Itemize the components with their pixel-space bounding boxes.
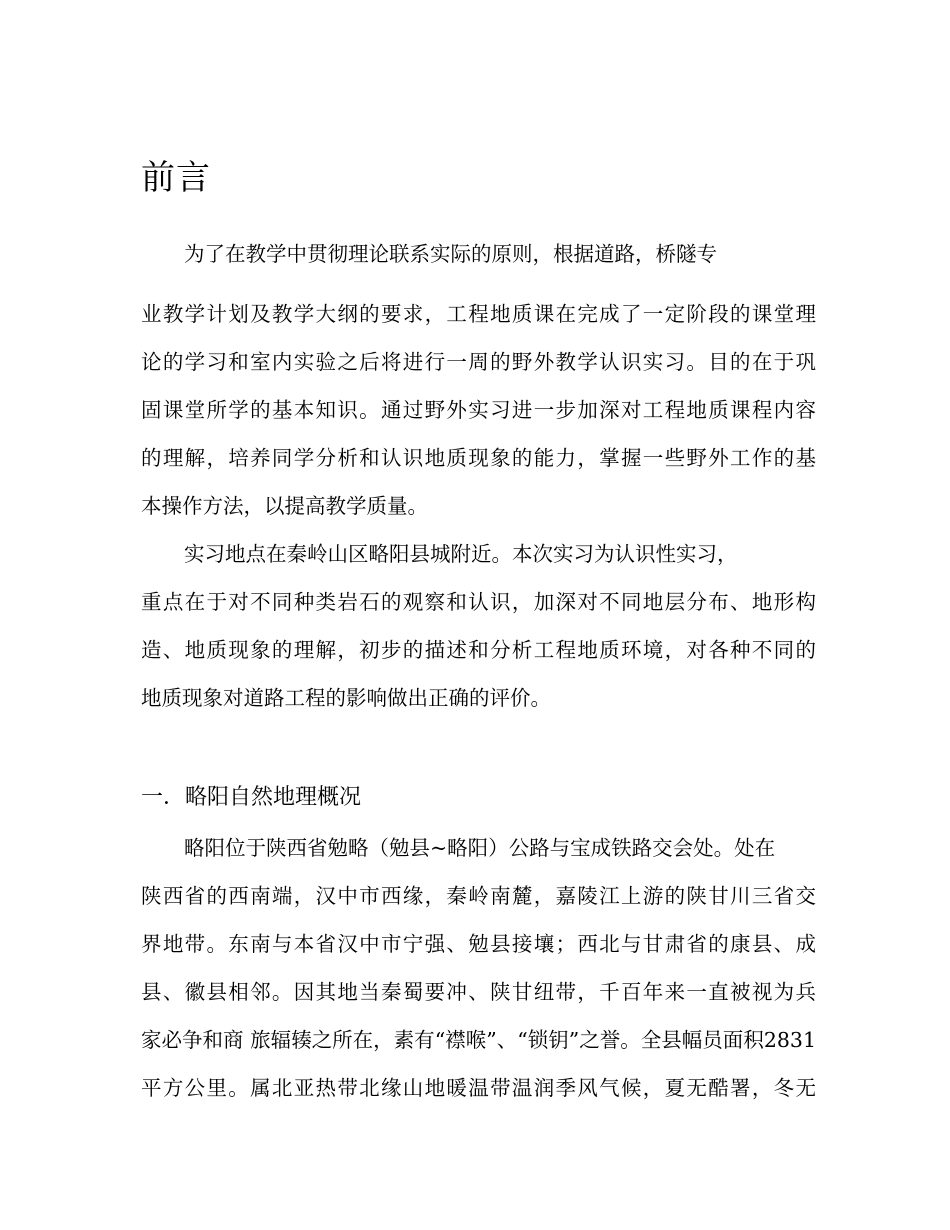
preface-p1-line-3: 论的学习和室内实验之后将进行一周的野外教学认识实习。目的在于巩: [141, 350, 816, 374]
section1-line-1: 略阳位于陕西省勉略（勉县~略阳）公路与宝成铁路交会处。处在: [184, 836, 776, 860]
preface-p1-line-1: 为了在教学中贯彻理论联系实际的原则，根据道路，桥隧专: [184, 242, 717, 266]
section1-line-5: 家必争和商 旅辐辏之所在，素有“襟喉”、“锁钥”之誉。全县幅员面积2831: [141, 1028, 816, 1052]
preface-p2-line-4: 地质现象对道路工程的影响做出正确的评价。: [141, 686, 551, 710]
preface-p2-line-2: 重点在于对不同种类岩石的观察和认识，加深对不同地层分布、地形构: [141, 590, 816, 614]
section1-line-3: 界地带。东南与本省汉中市宁强、勉县接壤；西北与甘肃省的康县、成: [141, 932, 816, 956]
section1-line-4: 县、徽县相邻。因其地当秦蜀要冲、陕甘纽带，千百年来一直被视为兵: [141, 980, 816, 1004]
page-title: 前言: [141, 158, 211, 198]
preface-p1-line-6: 本操作方法，以提高教学质量。: [141, 494, 428, 518]
preface-p1-line-2: 业教学计划及教学大纲的要求，工程地质课在完成了一定阶段的课堂理: [141, 302, 816, 326]
preface-p2-line-3: 造、地质现象的理解，初步的描述和分析工程地质环境，对各种不同的: [141, 638, 816, 662]
section1-line-2: 陕西省的西南端，汉中市西缘，秦岭南麓，嘉陵江上游的陕甘川三省交: [141, 884, 816, 908]
preface-p1-line-5: 的理解，培养同学分析和认识地质现象的能力，掌握一些野外工作的基: [141, 446, 816, 470]
section1-line-6: 平方公里。属北亚热带北缘山地暖温带温润季风气候，夏无酷署，冬无: [141, 1076, 816, 1100]
section-heading: 一．略阳自然地理概况: [141, 785, 362, 810]
preface-p1-line-4: 固课堂所学的基本知识。通过野外实习进一步加深对工程地质课程内容: [141, 398, 816, 422]
preface-p2-line-1: 实习地点在秦岭山区略阳县城附近。本次实习为认识性实习，: [184, 542, 738, 566]
